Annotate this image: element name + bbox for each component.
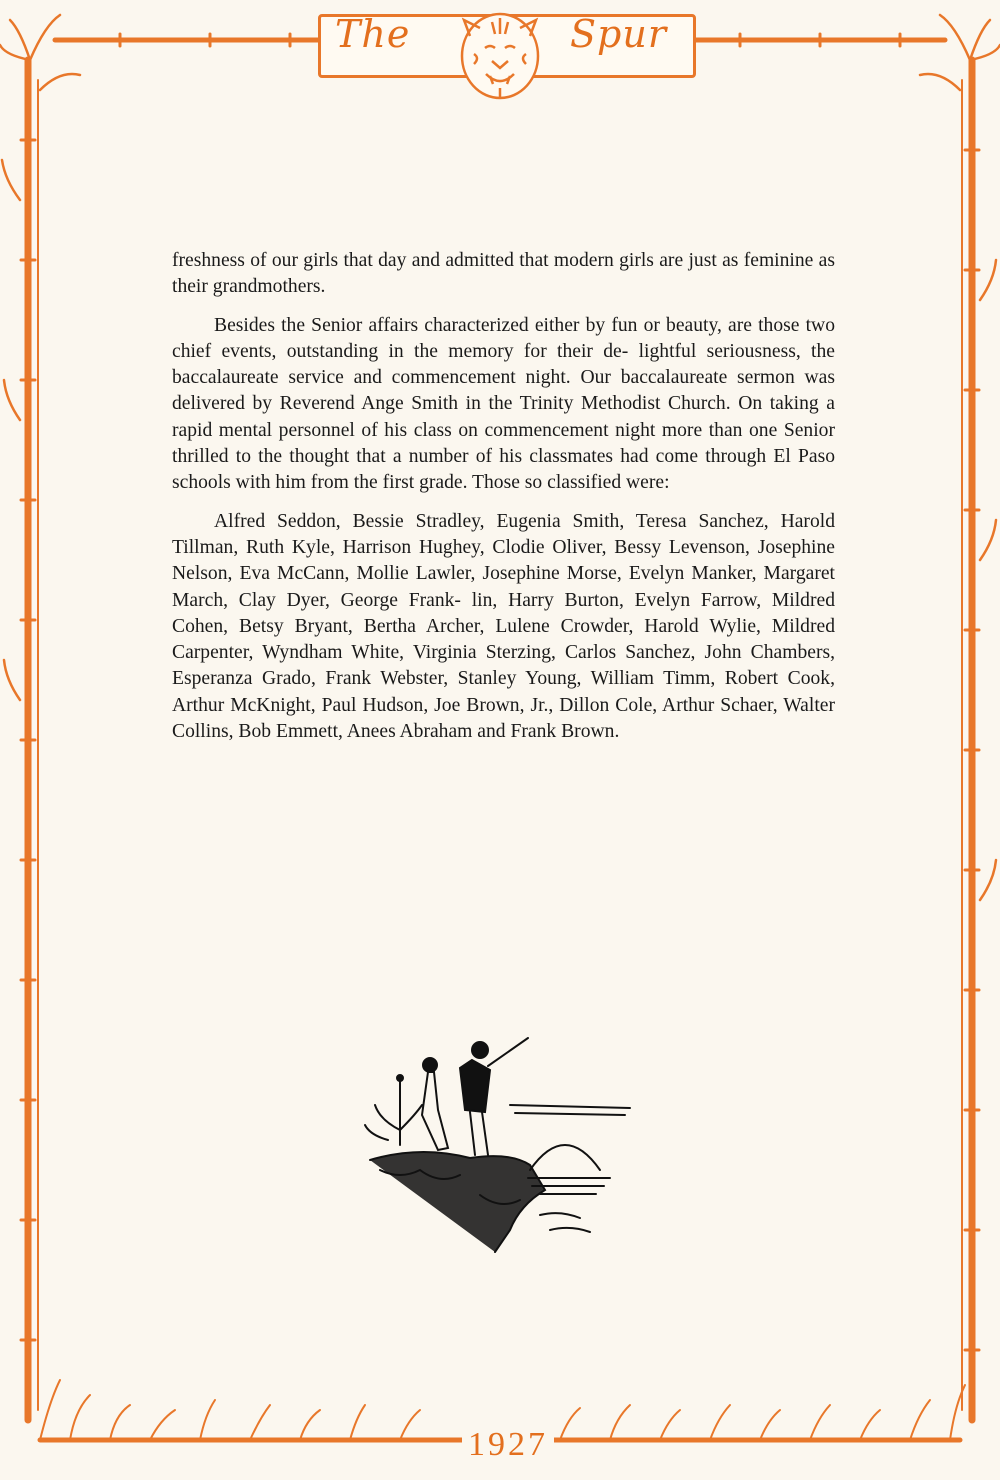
paragraph-2: Besides the Senior affairs characterized either by fun or beauty, are those two chief events, outstanding in the memory for their de- lightful seriousness, the baccalaureate service and commencement night. Our baccalaureate sermon was delivered by Reverend Ange Smith in the Trinity Methodist Church. On taking a rapid mental personnel of his class on commencement night more than one Senior thrilled to the thought that a number of his classmates had come through El Paso schools with him from the first grade. Those so classified were: bbox=[172, 314, 835, 494]
paragraph-3-classmates-list: Alfred Seddon, Bessie Stradley, Eugenia Smith, Teresa Sanchez, Harold Tillman, Ruth Kyle, Harrison Hughey, Clodie Oliver, Bessy Levenson, Josephine Nelson, Eva McCann, Mollie Lawler, Josephine Morse, Evelyn Manker, Margaret March, Clay Dyer, George Frank- lin, Harry Burton, Evelyn Farrow, Mildred Cohen, Betsy Bryant, Bertha Archer, Lulene Crowder, Harold Wylie, Mildred Carpenter, Wyndham White, Virginia Sterzing, Carlos Sanchez, John Chambers, Esperanza Grado, Frank Webster, Stanley Young, William Timm, Robert Cook, Arthur McKnight, Paul Hudson, Joe Brown, Jr., Dillon Cole, Arthur Schaer, Walter Collins, Bob Emmett, Anees Abraham and Frank Brown. bbox=[172, 510, 835, 743]
couple-at-sunset-sketch-icon bbox=[360, 1020, 640, 1255]
title-spur: Spur bbox=[570, 12, 667, 56]
body-text bbox=[172, 248, 835, 757]
footer-year: 1927 bbox=[462, 1426, 554, 1464]
tiger-head-icon bbox=[450, 6, 550, 106]
title-the: The bbox=[335, 12, 411, 56]
paragraph-1: freshness of our girls that day and admitted that modern girls are just as feminine as their grandmothers. bbox=[172, 250, 835, 298]
